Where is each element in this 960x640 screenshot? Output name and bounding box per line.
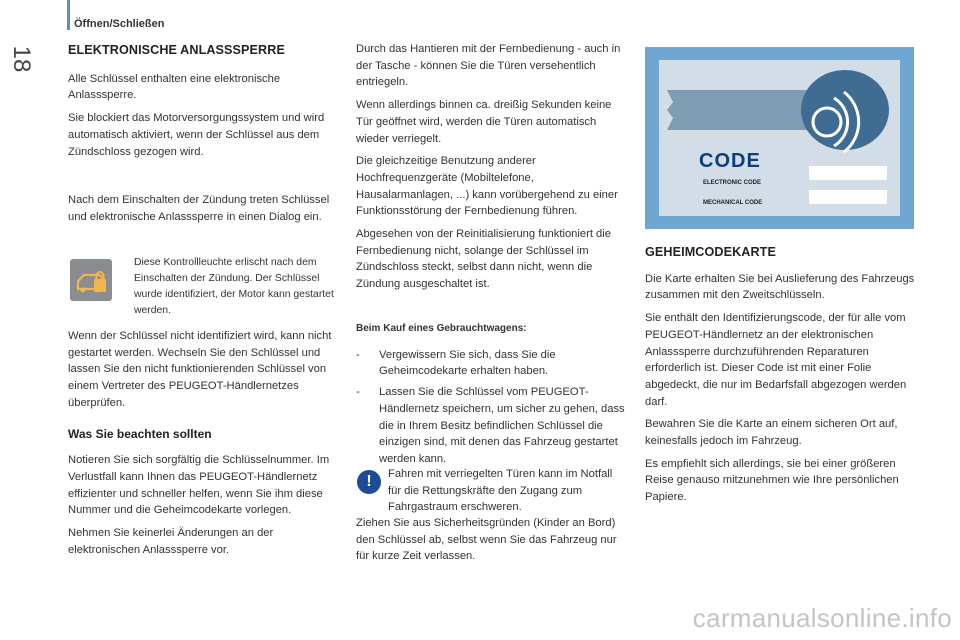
key-graphic	[659, 60, 900, 216]
exclamation-icon: !	[357, 470, 381, 494]
paragraph: Alle Schlüssel enthalten eine elektronische Anlasssperre.	[68, 72, 281, 102]
secret-code-card-heading: GEHEIMCODEKARTE	[645, 245, 776, 259]
paragraph: Es empfiehlt sich allerdings, sie bei einer größeren Reise genauso mitzunehmen wie Ihre persönlichen Papiere.	[645, 457, 899, 504]
section-title: Öffnen/Schließen	[74, 18, 165, 30]
code-card	[659, 60, 900, 216]
paragraph: Wenn der Schlüssel nicht identifiziert wird, kann nicht gestartet werden. Wechseln Sie den Schlüssel und lassen Sie den nicht funktionierenden Schlüssel von einem Vertreter des PEUGEOT-Händlernetzes überprüfen.	[68, 330, 332, 409]
card-code-label: CODE	[699, 150, 761, 172]
code-card-image	[645, 47, 914, 229]
used-car-section	[356, 321, 628, 468]
immobilizer-heading: ELEKTRONISCHE ANLASSSPERRE	[68, 43, 285, 57]
paragraph: Die Karte erhalten Sie bei Auslieferung des Fahrzeugs zusammen mit den Zweitschlüsseln.	[645, 272, 915, 302]
precautions-heading: Was Sie beachten sollten	[68, 426, 212, 441]
warning-note: Fahren mit verriegelten Türen kann im Notfall für die Rettungskräfte den Zugang zum Fahrgastraum erschweren.	[388, 468, 613, 514]
paragraph: Nehmen Sie keinerlei Änderungen an der elektronischen Anlasssperre vor.	[68, 527, 274, 556]
paragraph: Notieren Sie sich sorgfältig die Schlüsselnummer. Im Verlustfall kann Ihnen das PEUGEOT-Händlernetz effizienter und schneller helfen, wenn Sie ihm diese Nummer und die Geheimcodekarte vorlegen.	[68, 454, 330, 517]
card-electronic-label: ELECTRONIC CODE	[703, 180, 762, 186]
left-column	[68, 42, 340, 232]
warning-lamp-icon	[70, 259, 112, 301]
lamp-note: Diese Kontrollleuchte erlischt nach dem Einschalten der Zündung. Der Schlüssel wurde identifiziert, der Motor kann gestartet werden.	[134, 257, 334, 316]
page-number: 18	[8, 45, 35, 73]
left-column-lower	[68, 328, 342, 564]
paragraph: Sie blockiert das Motorversorgungssystem und wird automatisch aktiviert, wenn der Schlüssel aus dem Zündschloss gezogen wird.	[68, 112, 325, 158]
paragraph: Nach dem Einschalten der Zündung treten Schlüssel und elektronische Anlasssperre in einen Dialog ein.	[68, 194, 330, 223]
middle-column	[356, 41, 628, 299]
header-accent-bar	[67, 0, 70, 30]
used-car-heading: Beim Kauf eines Gebrauchtwagens:	[356, 323, 527, 334]
paragraph: Bewahren Sie die Karte an einem sicheren Ort auf, keinesfalls jedoch im Fahrzeug.	[645, 418, 898, 448]
paragraph: Wenn allerdings binnen ca. dreißig Sekunden keine Tür geöffnet wird, werden die Türen automatisch wieder verriegelt.	[356, 99, 612, 145]
right-column	[645, 244, 917, 512]
paragraph: Abgesehen von der Reinitialisierung funktioniert die Fernbedienung nicht, solange der Schlüssel im Zündschloss steckt, selbst dann nicht, wenn die Zündung ausgeschaltet ist.	[356, 228, 611, 291]
list-item: - Lassen Sie die Schlüssel vom PEUGEOT-Händlernetz speichern, um sicher zu gehen, dass die in Ihrem Besitz befindlichen Schlüssel die einzigen sind, mit denen das Fahrzeug gestartet werden kann.	[356, 386, 625, 465]
paragraph: Sie enthält den Identifizierungscode, der für alle vom PEUGEOT-Händlernetz an der elektronischen Anlasssperre durchzuführenden Reparaturen erforderlich ist. Dieser Code ist mit einer Folie abgedeckt, die nur im Bedarfsfall abgezogen werden darf.	[645, 312, 907, 408]
watermark: carmanualsonline.info	[692, 603, 952, 633]
card-mechanical-label: MECHANICAL CODE	[703, 200, 763, 206]
paragraph: Durch das Hantieren mit der Fernbedienung - auch in der Tasche - können Sie die Türen versehentlich entriegeln.	[356, 43, 621, 89]
paragraph: Ziehen Sie aus Sicherheitsgründen (Kinder an Bord) den Schlüssel ab, selbst wenn Sie das Fahrzeug nur für kurze Zeit verlassen.	[356, 517, 617, 563]
paragraph: Die gleichzeitige Benutzung anderer Hochfrequenzgeräte (Mobiltelefone, Hausalarmanlagen, ...) kann vorübergehend zu einer Funktionsstörung der Fernbedienung führen.	[356, 155, 618, 218]
list-item: - Vergewissern Sie sich, dass Sie die Geheimcodekarte erhalten haben.	[356, 348, 556, 378]
